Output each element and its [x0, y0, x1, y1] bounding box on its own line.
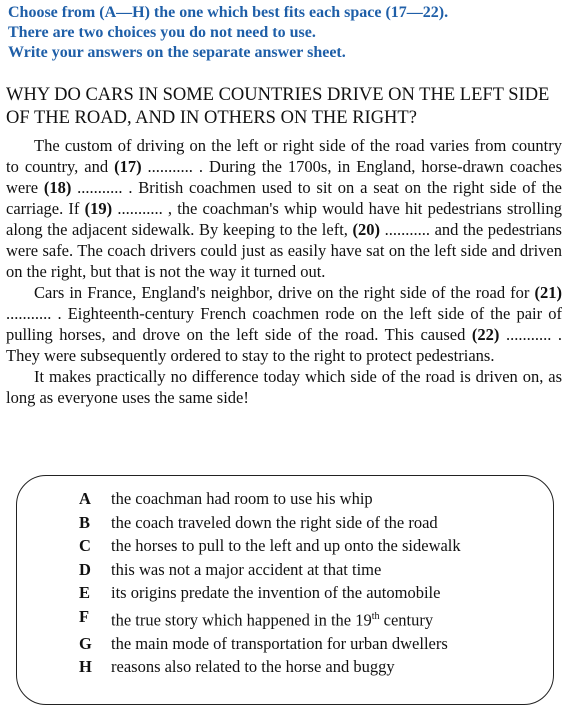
- paragraph-text: It makes practically no difference today which side of the road is driven on, as long as everyone uses the same side!: [6, 367, 562, 407]
- blank-17: (17): [114, 157, 142, 176]
- option-text: the main mode of transportation for urban dwellers: [111, 633, 448, 653]
- article-title: WHY DO CARS IN SOME COUNTRIES DRIVE ON THE LEFT SIDE OF THE ROAD, AND IN OTHERS ON THE RIGHT?: [6, 85, 550, 128]
- blank-18: (18): [43, 178, 72, 197]
- option-g: [17, 632, 553, 656]
- option-letter: E: [79, 583, 91, 602]
- option-e: [17, 581, 553, 605]
- article-body: [6, 135, 562, 408]
- option-text-after: century: [379, 610, 434, 629]
- blank-21: (21): [534, 283, 562, 302]
- option-letter: H: [79, 657, 92, 676]
- option-text: the horses to pull to the left and up onto the sidewalk: [111, 536, 461, 555]
- option-letter: A: [79, 489, 91, 508]
- option-d: [17, 558, 553, 582]
- option-text: [111, 605, 553, 632]
- option-letter: F: [79, 606, 90, 626]
- option-text: the coachman had room to use his whip: [111, 489, 373, 508]
- blank-19: (19): [84, 199, 113, 218]
- option-b: [17, 511, 553, 535]
- option-a: [17, 487, 553, 511]
- paragraph-text: The custom of driving on the left or right side of the road varies from country to country, and: [6, 136, 562, 176]
- paragraph-text: Cars in France, England's neighbor, drive on the right side of the road for: [34, 283, 535, 302]
- instruction-line: Write your answers on the separate answer sheet.: [8, 44, 346, 61]
- option-text: its origins predate the invention of the automobile: [111, 583, 441, 602]
- option-letter: C: [79, 536, 91, 555]
- option-c: [17, 534, 553, 558]
- option-letter: B: [79, 512, 91, 532]
- option-letter: G: [79, 633, 92, 653]
- ordinal-suffix: th: [371, 610, 380, 622]
- paragraph-text: ........... . They were subsequently ordered to stay to the right to protect pedestrians.: [6, 325, 562, 365]
- paragraph-text: ........... , the coachman's whip would have hit pedestrians strolling along the adjacent sidewalk. By keeping to the left,: [6, 199, 562, 239]
- paragraph-2: [6, 282, 562, 366]
- option-text: this was not a major accident at that time: [111, 559, 382, 579]
- instructions: [8, 3, 568, 63]
- paragraph-text: ........... . Eighteenth-century French coachmen rode on the left side of the pair of pulling horses, and drove on the left side of the road. This caused: [6, 304, 562, 344]
- option-f: [17, 605, 553, 632]
- blank-22: (22): [471, 325, 500, 344]
- options-list: [17, 487, 553, 679]
- option-text: the coach traveled down the right side of the road: [111, 512, 438, 532]
- paragraph-3: [6, 366, 562, 408]
- options-box: [16, 475, 554, 705]
- paragraph-text: ........... . British coachmen used to sit on a seat on the right side of the carriage. If: [6, 178, 563, 218]
- option-letter: D: [79, 559, 91, 579]
- paragraph-1: [6, 135, 562, 282]
- option-h: [17, 655, 553, 679]
- option-text: reasons also related to the horse and buggy: [111, 657, 395, 676]
- blank-20: (20): [352, 220, 381, 239]
- paragraph-text: ........... and the pedestrians were safe. The coach drivers could just as easily have sat on the left side and driven on the right, but that is not the way it turned out.: [6, 220, 562, 281]
- paragraph-text: ........... . During the 1700s, in England, horse-drawn coaches were: [6, 157, 563, 197]
- instruction-line: There are two choices you do not need to use.: [8, 24, 316, 41]
- instruction-line: Choose from (A—H) the one which best fits each space (17—22).: [8, 4, 449, 21]
- option-text-main: the true story which happened in the 19: [111, 610, 372, 629]
